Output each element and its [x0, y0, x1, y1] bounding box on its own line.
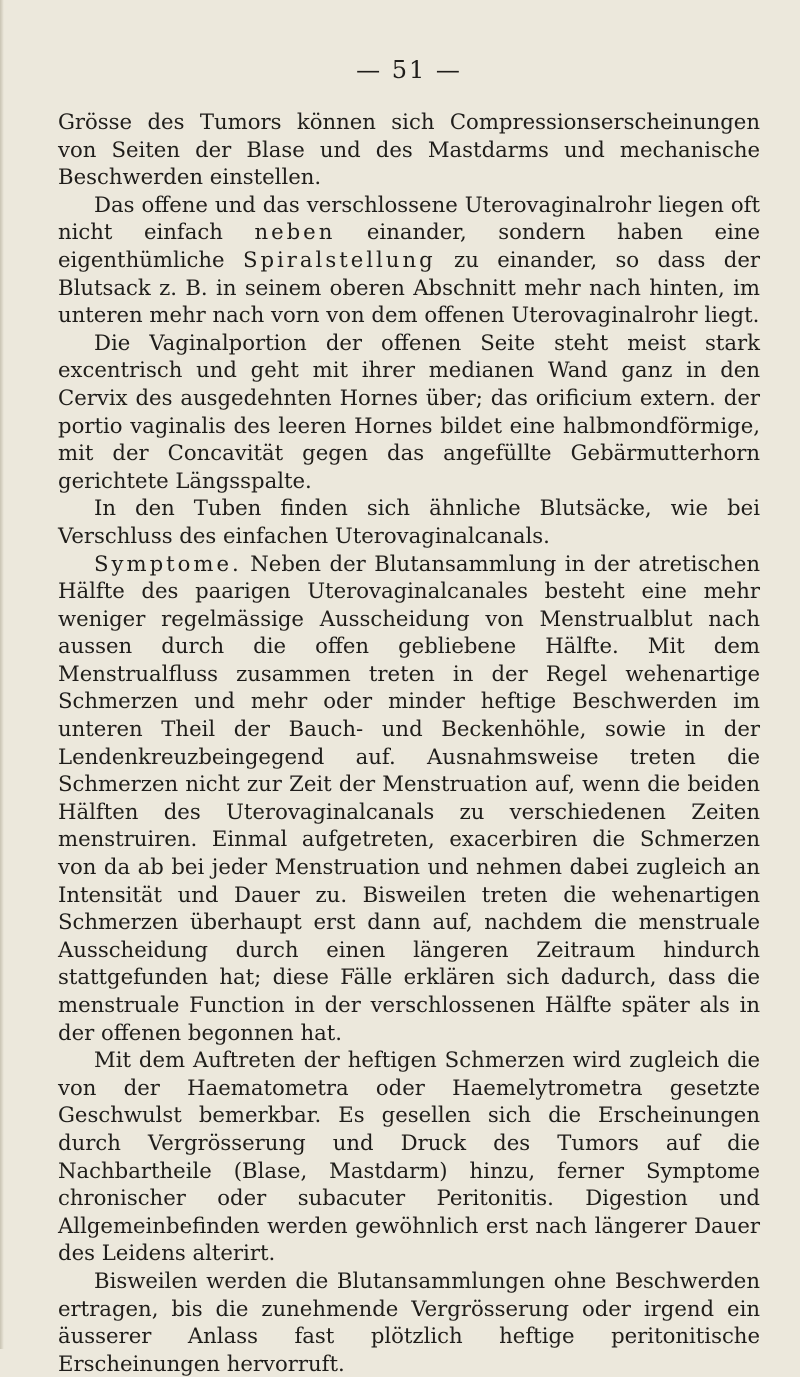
paragraph-tubes: In den Tuben finden sich ähnliche Blutsäcke, wie bei Verschluss des einfachen Uterovaginalcanals.	[58, 495, 760, 548]
body-text	[58, 108, 760, 1377]
emphasized-word: neben	[254, 219, 336, 245]
paragraph-compression: Grösse des Tumors können sich Compressionserscheinungen von Seiten der Blase und des Mastdarms und mechanische Beschwerden einstellen.	[58, 109, 760, 190]
paragraph-symptoms	[58, 550, 760, 1047]
paragraph-spiral-position	[58, 191, 760, 329]
text-segment: Das offene und das verschlossene Uterovaginalrohr liegen oft nicht einfach	[58, 191, 760, 245]
text-segment: Neben der Blutansammlung in der atretischen Hälfte des paarigen Uterovaginalcanales besteht eine mehr weniger regelmässige Ausscheidung von Menstrualblut nach aussen durch die offen gebliebene Hälfte. Mit dem Menstrualfluss zusammen treten in der Regel wehenartige Schmerzen und mehr oder minder heftige Beschwerden im unteren Theil der Bauch- und Beckenhöhle, sowie in der Lendenkreuzbeingegend auf. Ausnahmsweise treten die Schmerzen nicht zur Zeit der Menstruation auf, wenn die beiden Hälften des Uterovaginalcanals zu verschiedenen Zeiten menstruiren. Einmal aufgetreten, exacerbiren die Schmerzen von da ab bei jeder Menstruation und nehmen dabei zugleich an Intensität und Dauer zu. Bisweilen treten die wehenartigen Schmerzen überhaupt erst dann auf, nachdem die menstruale Ausscheidung durch einen längeren Zeitraum hindurch stattgefunden hat; diese Fälle erklären sich dadurch, dass die menstruale Function in der verschlossenen Hälfte später als in der offenen begonnen hat.	[58, 550, 760, 1045]
section-heading-symptoms: Symptome.	[94, 550, 242, 576]
emphasized-word: Spiralstellung	[242, 246, 436, 272]
page-number: — 51 —	[356, 56, 462, 84]
paragraph-vaginal-portion: Die Vaginalportion der offenen Seite steht meist stark excentrisch und geht mit ihrer medianen Wand ganz in den Cervix des ausgedehnten Hornes über; das orificium extern. der portio vaginalis des leeren Hornes bildet eine halbmondförmige, mit der Concavität gegen das angefüllte Gebärmutterhorn gerichtete Längsspalte.	[58, 329, 760, 493]
text-segment: zu einander, so dass der Blutsack z. B. in seinem oberen Abschnitt mehr nach hinten, im unteren mehr nach vorn von dem offenen Uterovaginalrohr liegt.	[58, 246, 761, 328]
paragraph-blood-collection: Bisweilen werden die Blutansammlungen ohne Beschwerden ertragen, bis die zunehmende Vergrösserung oder irgend ein äusserer Anlass fast plötzlich heftige peritonitische Erscheinungen hervorruft.	[58, 1267, 760, 1376]
paragraph-tumor-growth: Mit dem Auftreten der heftigen Schmerzen wird zugleich die von der Haematometra oder Haemelytrometra gesetzte Geschwulst bemerkbar. Es gesellen sich die Erscheinungen durch Vergrösserung und Druck des Tumors auf die Nachbartheile (Blase, Mastdarm) hinzu, ferner Symptome chronischer oder subacuter Peritonitis. Digestion und Allgemeinbefinden werden gewöhnlich erst nach längerer Dauer des Leidens alterirt.	[58, 1047, 760, 1266]
text-segment: einander, sondern haben eine eigenthümliche	[58, 219, 760, 272]
page-edge-shadow	[0, 0, 4, 1349]
